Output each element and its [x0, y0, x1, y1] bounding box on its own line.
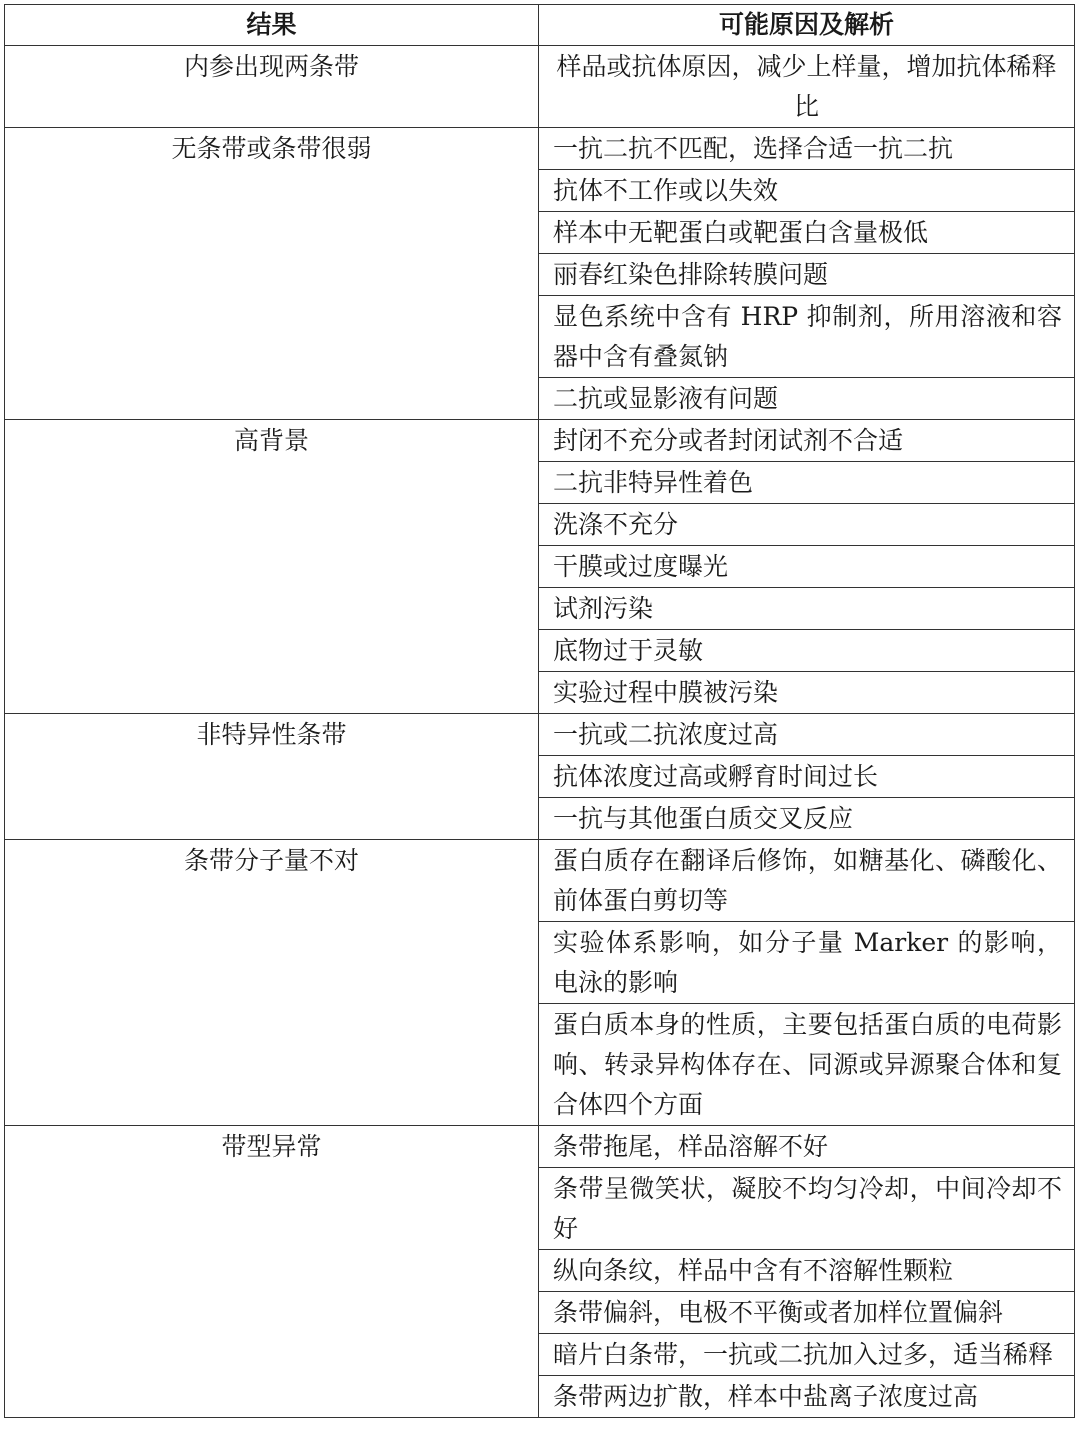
result-cell-double-band: 内参出现两条带 — [5, 46, 539, 128]
cause-cell: 样本中无靶蛋白或靶蛋白含量极低 — [539, 212, 1075, 254]
table-row — [5, 840, 1075, 922]
cause-cell: 二抗或显影液有问题 — [539, 378, 1075, 420]
header-cause: 可能原因及解析 — [539, 5, 1075, 46]
cause-cell: 暗片白条带，一抗或二抗加入过多，适当稀释 — [539, 1334, 1075, 1376]
cause-cell: 纵向条纹，样品中含有不溶解性颗粒 — [539, 1250, 1075, 1292]
cause-cell: 蛋白质本身的性质，主要包括蛋白质的电荷影响、转录异构体存在、同源或异源聚合体和复合体四个方面 — [539, 1004, 1075, 1126]
table-row — [5, 420, 1075, 462]
table-row — [5, 714, 1075, 756]
cause-cell: 二抗非特异性着色 — [539, 462, 1075, 504]
cause-cell: 抗体浓度过高或孵育时间过长 — [539, 756, 1075, 798]
header-row — [5, 5, 1075, 46]
cause-cell: 条带两边扩散，样本中盐离子浓度过高 — [539, 1376, 1075, 1418]
cause-cell: 一抗或二抗浓度过高 — [539, 714, 1075, 756]
header-result: 结果 — [5, 5, 539, 46]
troubleshooting-sheet — [4, 4, 1075, 1418]
table-row — [5, 1126, 1075, 1168]
result-cell-nonspecific-band: 非特异性条带 — [5, 714, 539, 840]
cause-cell: 干膜或过度曝光 — [539, 546, 1075, 588]
troubleshooting-table — [4, 4, 1075, 1418]
cause-cell: 条带拖尾，样品溶解不好 — [539, 1126, 1075, 1168]
cause-cell: 试剂污染 — [539, 588, 1075, 630]
cause-cell: 一抗与其他蛋白质交叉反应 — [539, 798, 1075, 840]
cause-cell: 样品或抗体原因，减少上样量，增加抗体稀释比 — [539, 46, 1075, 128]
cause-cell: 一抗二抗不匹配，选择合适一抗二抗 — [539, 128, 1075, 170]
cause-cell: 实验过程中膜被污染 — [539, 672, 1075, 714]
cause-cell: 显色系统中含有 HRP 抑制剂，所用溶液和容器中含有叠氮钠 — [539, 296, 1075, 378]
cause-cell: 洗涤不充分 — [539, 504, 1075, 546]
cause-cell: 封闭不充分或者封闭试剂不合适 — [539, 420, 1075, 462]
result-cell-high-background: 高背景 — [5, 420, 539, 714]
result-cell-weak-band: 无条带或条带很弱 — [5, 128, 539, 420]
cause-cell: 实验体系影响，如分子量 Marker 的影响，电泳的影响 — [539, 922, 1075, 1004]
cause-cell: 条带呈微笑状，凝胶不均匀冷却，中间冷却不好 — [539, 1168, 1075, 1250]
cause-cell: 底物过于灵敏 — [539, 630, 1075, 672]
cause-cell: 蛋白质存在翻译后修饰，如糖基化、磷酸化、前体蛋白剪切等 — [539, 840, 1075, 922]
cause-cell: 抗体不工作或以失效 — [539, 170, 1075, 212]
table-row — [5, 46, 1075, 128]
cause-cell: 条带偏斜，电极不平衡或者加样位置偏斜 — [539, 1292, 1075, 1334]
result-cell-abnormal-band: 带型异常 — [5, 1126, 539, 1418]
result-cell-wrong-mw: 条带分子量不对 — [5, 840, 539, 1126]
cause-cell: 丽春红染色排除转膜问题 — [539, 254, 1075, 296]
table-row — [5, 128, 1075, 170]
